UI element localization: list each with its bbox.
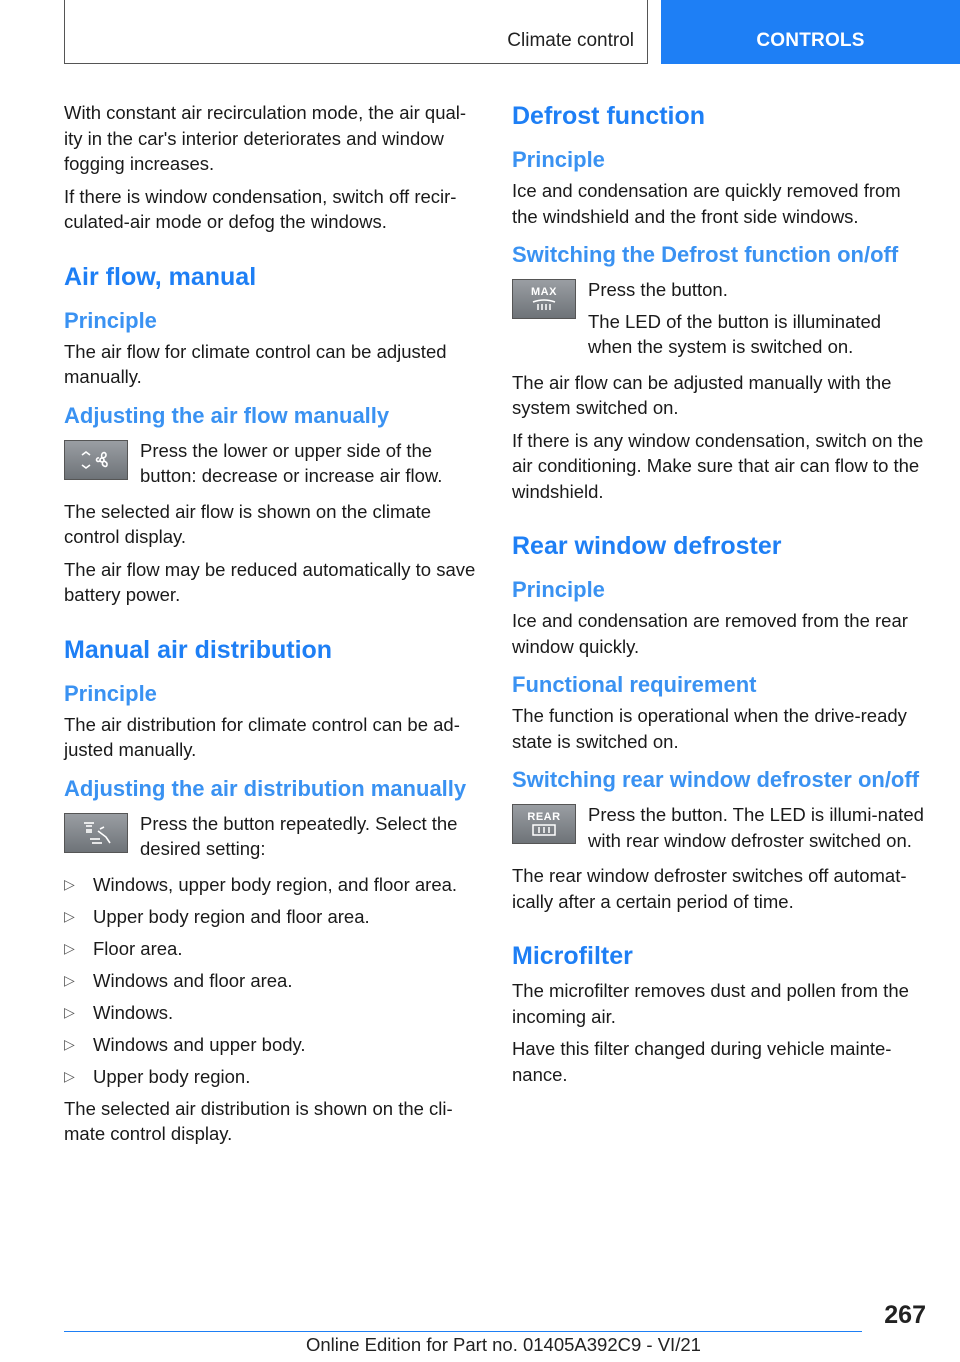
paragraph-distribution-display: The selected air distribution is shown on the cli-mate control display. — [64, 1097, 453, 1144]
list-item: ▷ Windows, upper body region, and floor area. — [64, 872, 479, 898]
list-item: ▷ Upper body region. — [64, 1064, 479, 1090]
list-item: ▷ Upper body region and floor area. — [64, 904, 479, 930]
air-distribution-button-icon — [64, 813, 128, 853]
triangle-bullet-icon: ▷ — [64, 875, 75, 892]
rear-button-text: Press the button. The LED is illumi-nated with rear window defroster switched on. — [588, 804, 924, 851]
paragraph-defrost-airflow: The air flow can be adjusted manually with the system switched on. — [512, 371, 892, 418]
heading-microfilter: Microfilter — [512, 942, 633, 970]
max-defrost-button-icon — [512, 279, 576, 319]
heading-switching-rear-defroster: Switching rear window defroster on/off — [512, 767, 920, 792]
paragraph-microfilter-1: The microfilter removes dust and pollen from the incoming air. — [512, 980, 909, 1027]
header-section-title: Climate control — [507, 30, 634, 51]
defrost-button-text-2: The LED of the button is illuminated when the system is switched on. — [588, 310, 882, 357]
paragraph-rear-principle: Ice and condensation are removed from the rear window quickly. — [512, 610, 908, 657]
heading-defrost-function: Defrost function — [512, 102, 706, 130]
triangle-bullet-icon: ▷ — [64, 939, 75, 956]
paragraph-airflow-principle: The air flow for climate control can be adjusted manually. — [64, 340, 447, 387]
list-item: ▷ Windows. — [64, 1000, 479, 1026]
rear-defrost-button-icon — [512, 804, 576, 844]
heading-principle-distribution: Principle — [64, 680, 157, 706]
footer-edition: Online Edition for Part no. 01405A392C9 - VI/21 — [306, 1334, 701, 1355]
paragraph-condensation: If there is window condensation, switch off recir-culated-air mode or defog the windows. — [64, 185, 457, 232]
paragraph-airflow-display: The selected air flow is shown on the climate control display. — [64, 500, 432, 547]
paragraph-microfilter-2: Have this filter changed during vehicle mainte-nance. — [512, 1038, 892, 1085]
distribution-settings-list — [64, 872, 479, 1090]
paragraph-rear-auto-off: The rear window defroster switches off automat-ically after a certain period of time. — [512, 865, 907, 912]
paragraph-defrost-condensation: If there is any window condensation, switch on the air conditioning. Make sure that air can flow to the windshield. — [512, 429, 924, 502]
distribution-button-text: Press the button repeatedly. Select the desired setting: — [140, 812, 458, 859]
heading-rear-window-defroster: Rear window defroster — [512, 532, 782, 560]
heading-adjusting-airflow: Adjusting the air flow manually — [64, 402, 390, 428]
header-tab-label: CONTROLS — [756, 30, 865, 51]
heading-manual-air-distribution: Manual air distribution — [64, 635, 333, 664]
triangle-bullet-icon: ▷ — [64, 1003, 75, 1020]
page-number: 267 — [884, 1301, 926, 1329]
left-column — [64, 100, 479, 1154]
fan-button-icon — [64, 440, 128, 480]
list-item: ▷ Windows and floor area. — [64, 968, 479, 994]
paragraph-recirculation: With constant air recirculation mode, the air qual-ity in the car's interior deteriorates and window fogging increases. — [64, 102, 467, 174]
triangle-bullet-icon: ▷ — [64, 1067, 75, 1084]
list-item: ▷ Floor area. — [64, 936, 479, 962]
triangle-bullet-icon: ▷ — [64, 907, 75, 924]
defrost-button-text-1: Press the button. — [588, 279, 728, 300]
footer-divider — [64, 1331, 862, 1332]
heading-principle-airflow: Principle — [64, 307, 157, 333]
paragraph-defrost-principle: Ice and condensation are quickly removed from the windshield and the front side windows. — [512, 180, 901, 227]
paragraph-functional-requirement: The function is operational when the drive-ready state is switched on. — [512, 705, 907, 752]
right-column — [512, 100, 927, 1094]
airflow-button-text: Press the lower or upper side of the button: decrease or increase air flow. — [140, 439, 443, 486]
airflow-button-block — [64, 438, 479, 489]
heading-adjusting-distribution: Adjusting the air distribution manually — [64, 775, 467, 801]
heading-principle-defrost: Principle — [512, 147, 605, 172]
paragraph-distribution-principle: The air distribution for climate control can be ad-justed manually. — [64, 713, 460, 760]
triangle-bullet-icon: ▷ — [64, 971, 75, 988]
rear-button-label: REAR — [527, 811, 561, 823]
defrost-button-block — [512, 277, 927, 360]
heading-switching-defrost: Switching the Defrost function on/off — [512, 242, 899, 267]
distribution-button-block — [64, 811, 479, 862]
rear-button-block — [512, 802, 927, 853]
heading-functional-requirement: Functional requirement — [512, 672, 757, 697]
paragraph-airflow-battery: The air flow may be reduced automatically to save battery power. — [64, 558, 476, 605]
list-item: ▷ Windows and upper body. — [64, 1032, 479, 1058]
header-tab-controls — [661, 0, 960, 64]
heading-principle-rear: Principle — [512, 577, 605, 602]
triangle-bullet-icon: ▷ — [64, 1035, 75, 1052]
max-button-label: MAX — [531, 286, 557, 298]
heading-air-flow-manual: Air flow, manual — [64, 262, 257, 291]
